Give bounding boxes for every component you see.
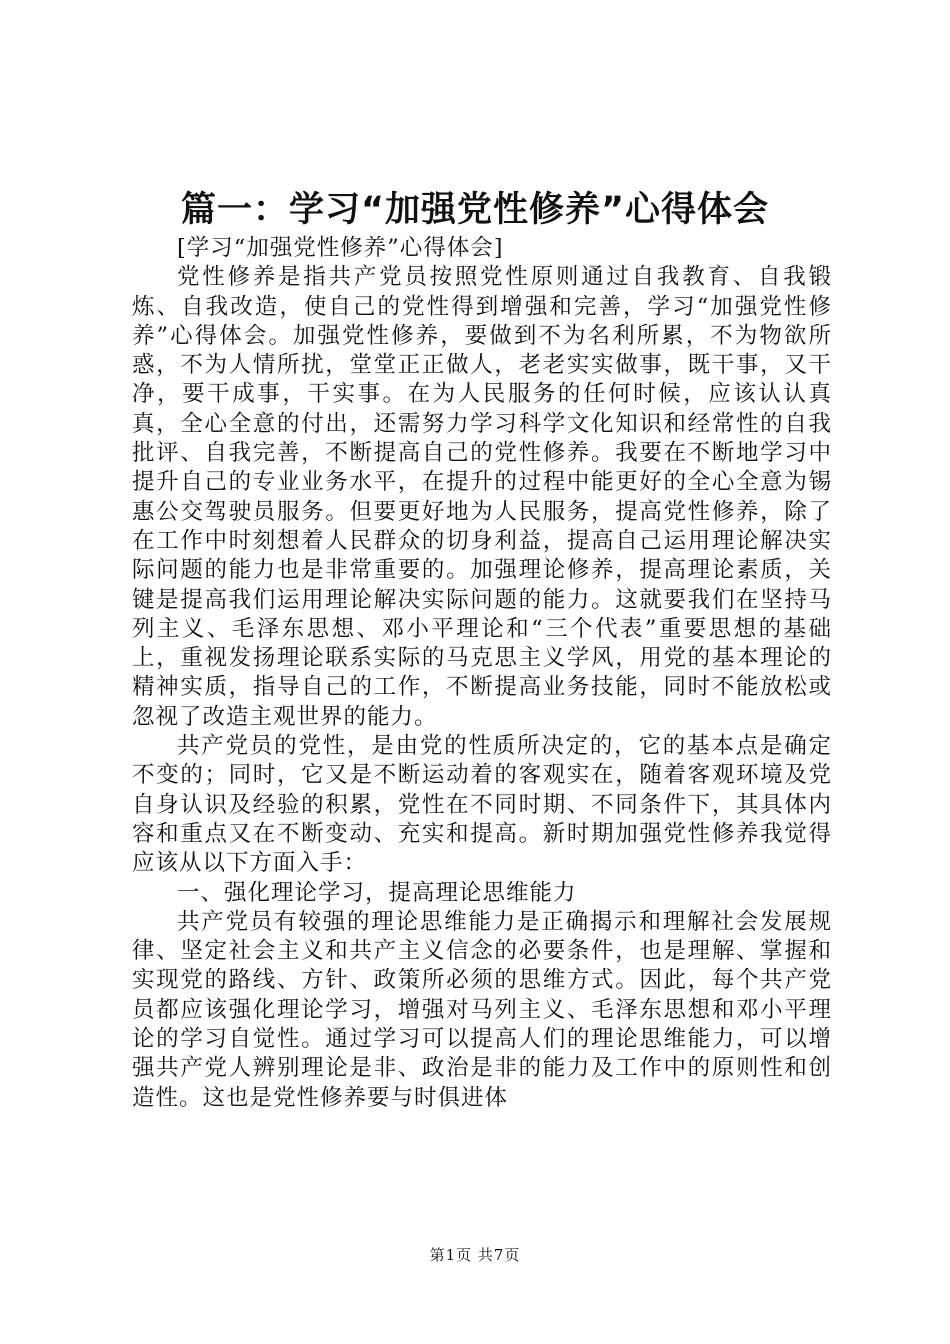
body-paragraph: 党性修养是指共产党员按照党性原则通过自我教育、自我锻炼、自我改造，使自己的党性得到增强和完善，学习“加强党性修养”心得体会。加强党性修养，要做到不为名利所累，不为物欲所惑，不为人情所扰，堂堂正正做人，老老实实做事，既干事，又干净，要干成事，干实事。在为人民服务的任何时候，应该认认真真，全心全意的付出，还需努力学习科学文化知识和经常性的自我批评、自我完善，不断提高自己的党性修养。我要在不断地学习中提升自己的专业业务水平，在提升的过程中能更好的全心全意为锡惠公交驾驶员服务。但要更好地为人民服务，提高党性修养，除了在工作中时刻想着人民群众的切身利益，提高自己运用理论解决实际问题的能力也是非常重要的。加强理论修养，提高理论素质，关键是提高我们运用理论解决实际问题的能力。这就要我们在坚持马列主义、毛泽东思想、邓小平理论和“三个代表”重要思想的基础上，重视发扬理论联系实际的马克思主义学风，用党的基本理论的精神实质，指导自己的工作，不断提高业务技能，同时不能放松或忽视了改造主观世界的能力。	[132, 264, 832, 730]
section-heading: 一、强化理论学习，提高理论思维能力	[177, 879, 577, 906]
body-paragraph: 共产党员有较强的理论思维能力是正确揭示和理解社会发展规律、坚定社会主义和共产主义信念的必要条件，也是理解、掌握和实现党的路线、方针、政策所必须的思维方式。因此，每个共产党员都应该强化理论学习，增强对马列主义、毛泽东思想和邓小平理论的学习自觉性。通过学习可以提高人们的理论思维能力，可以增强共产党人辨别理论是非、政治是非的能力及工作中的原则性和创造性。这也是党性修养要与时俱进体	[132, 908, 832, 1111]
page-number-footer: 第1页 共7页	[429, 1246, 521, 1264]
document-title: 篇一：学习“加强党性修养”心得体会	[180, 190, 769, 230]
subtitle-paragraph: [学习“加强党性修养”心得体会]	[177, 235, 504, 261]
body-paragraph: 共产党员的党性，是由党的性质所决定的，它的基本点是确定不变的；同时，它又是不断运动着的客观实在，随着客观环境及党自身认识及经验的积累，党性在不同时期、不同条件下，其具体内容和重点又在不断变动、充实和提高。新时期加强党性修养我觉得应该从以下方面入手：	[132, 733, 832, 877]
document-body	[132, 234, 832, 1113]
